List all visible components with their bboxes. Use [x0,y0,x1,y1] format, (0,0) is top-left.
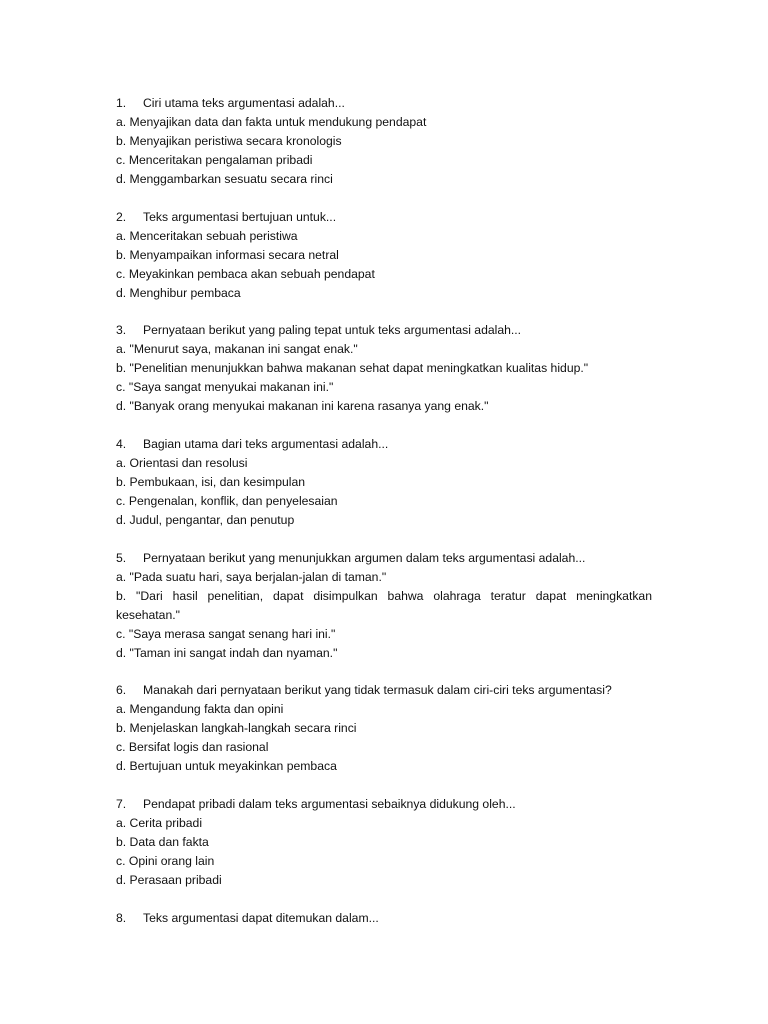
answer-option-d: d. "Banyak orang menyukai makanan ini karena rasanya yang enak." [116,399,489,414]
answer-option-a: a. Mengandung fakta dan opini [116,702,284,717]
question-text: Pernyataan berikut yang menunjukkan argumen dalam teks argumentasi adalah... [143,550,586,565]
question-number: 5. [116,550,127,565]
answer-option-c: c. Menceritakan pengalaman pribadi [116,152,313,167]
question-number: 1. [116,96,127,110]
question-6 [116,681,652,776]
question-4 [116,435,652,530]
question-line [116,321,652,340]
question-5 [116,549,652,663]
answer-option-b: b. "Dari hasil penelitian, dapat disimpulkan bahwa olahraga teratur dapat meningkatkan kesehatan." [116,588,652,622]
question-line [116,435,652,454]
question-2 [116,208,652,303]
answer-option-b: b. "Penelitian menunjukkan bahwa makanan sehat dapat meningkatkan kualitas hidup." [116,361,589,376]
answer-option-b: b. Menyajikan peristiwa secara kronologis [116,133,342,148]
answer-option-c: c. Opini orang lain [116,854,215,869]
answer-option-a: a. "Menurut saya, makanan ini sangat enak." [116,342,358,357]
question-3 [116,321,652,416]
question-line [116,549,652,568]
question-number: 4. [116,437,127,452]
question-line [116,909,652,928]
question-number: 2. [116,209,127,224]
question-1 [116,94,652,189]
answer-option-d: d. "Taman ini sangat indah dan nyaman." [116,645,338,660]
answer-option-d: d. Menggambarkan sesuatu secara rinci [116,171,333,186]
question-line [116,94,652,113]
answer-option-a: a. Menyajikan data dan fakta untuk mendukung pendapat [116,114,427,129]
answer-option-c: c. "Saya merasa sangat senang hari ini." [116,626,336,641]
answer-option-c: c. Bersifat logis dan rasional [116,740,269,755]
answer-option-b: b. Menjelaskan langkah-langkah secara rinci [116,721,357,736]
answer-option-a: a. Cerita pribadi [116,816,203,831]
answer-option-a: a. "Pada suatu hari, saya berjalan-jalan di taman." [116,569,387,584]
answer-option-a: a. Menceritakan sebuah peristiwa [116,228,298,243]
question-line [116,208,652,227]
question-line [116,795,652,814]
question-text: Bagian utama dari teks argumentasi adalah... [143,437,389,452]
answer-option-c: c. Pengenalan, konflik, dan penyelesaian [116,493,338,508]
answer-option-a: a. Orientasi dan resolusi [116,456,248,471]
question-number: 6. [116,683,127,698]
question-text: Pendapat pribadi dalam teks argumentasi sebaiknya didukung oleh... [143,797,516,812]
question-7 [116,795,652,890]
question-text: Teks argumentasi bertujuan untuk... [143,209,337,224]
answer-option-c: c. "Saya sangat menyukai makanan ini." [116,380,334,395]
question-text: Manakah dari pernyataan berikut yang tidak termasuk dalam ciri-ciri teks argumentasi? [143,683,612,698]
question-text: Pernyataan berikut yang paling tepat untuk teks argumentasi adalah... [143,323,522,338]
question-line [116,681,652,700]
answer-option-d: d. Judul, pengantar, dan penutup [116,512,295,527]
answer-option-d: d. Menghibur pembaca [116,285,241,300]
answer-option-b: b. Pembukaan, isi, dan kesimpulan [116,475,306,490]
question-text: Ciri utama teks argumentasi adalah... [143,96,345,110]
question-number: 8. [116,910,127,925]
question-8 [116,909,652,928]
answer-option-c: c. Meyakinkan pembaca akan sebuah pendapat [116,266,375,281]
answer-option-d: d. Perasaan pribadi [116,872,222,887]
question-number: 3. [116,323,127,338]
answer-option-b: b. Data dan fakta [116,835,209,850]
answer-option-b: b. Menyampaikan informasi secara netral [116,247,339,262]
question-number: 7. [116,797,127,812]
answer-option-d: d. Bertujuan untuk meyakinkan pembaca [116,759,337,774]
question-text: Teks argumentasi dapat ditemukan dalam... [143,910,379,925]
